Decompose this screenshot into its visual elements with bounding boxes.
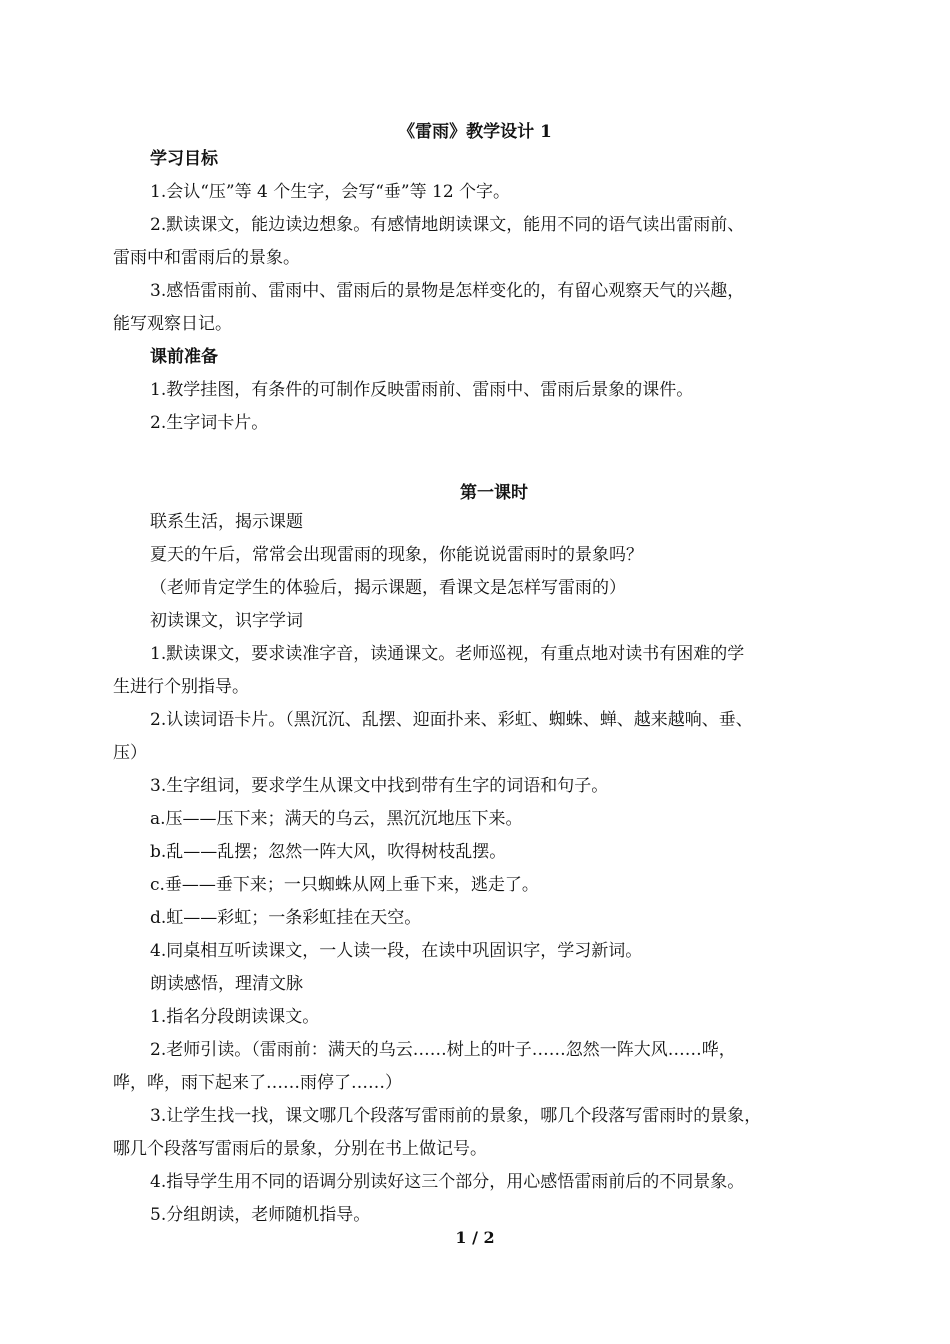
section-1-paragraph-2: （老师肯定学生的体验后，揭示课题，看课文是怎样写雷雨的）: [150, 578, 626, 598]
section-3-heading: 朗读感悟，理清文脉: [150, 974, 303, 994]
page-number: 1 / 2: [455, 1228, 495, 1247]
section-3-item-5: 5.分组朗读，老师随机指导。: [150, 1205, 371, 1225]
preparation-2: 2.生字词卡片。: [150, 413, 269, 433]
section-2-item-1-line-1: 1.默读课文，要求读准字音，读通课文。老师巡视，有重点地对读书有困难的学: [150, 644, 745, 664]
section-1-paragraph-1: 夏天的午后，常常会出现雷雨的现象，你能说说雷雨时的景象吗？: [150, 545, 643, 565]
objective-1: 1.会认“压”等 4 个生字，会写“垂”等 12 个字。: [150, 182, 511, 202]
section-2-item-3: 3.生字组词，要求学生从课文中找到带有生字的词语和句子。: [150, 776, 609, 796]
preparation-1: 1.教学挂图，有条件的可制作反映雷雨前、雷雨中、雷雨后景象的课件。: [150, 380, 694, 400]
section-3-item-2-line-1: 2.老师引读。（雷雨前：满天的乌云……树上的叶子……忽然一阵大风……哗，: [150, 1040, 736, 1060]
objective-2-line-1: 2.默读课文，能边读边想象。有感情地朗读课文，能用不同的语气读出雷雨前、: [150, 215, 745, 235]
section-2-item-2-line-2: 压）: [113, 743, 147, 763]
preparation-heading: 课前准备: [150, 347, 218, 367]
section-1-heading: 联系生活，揭示课题: [150, 512, 303, 532]
objectives-heading: 学习目标: [150, 149, 218, 169]
section-2-heading: 初读课文，识字学词: [150, 611, 303, 631]
objective-3-line-1: 3.感悟雷雨前、雷雨中、雷雨后的景物是怎样变化的，有留心观察天气的兴趣，: [150, 281, 745, 301]
section-2-word-b: b.乱——乱摆；忽然一阵大风，吹得树枝乱摆。: [150, 842, 507, 862]
section-2-item-1-line-2: 生进行个别指导。: [113, 677, 249, 697]
section-3-item-4: 4.指导学生用不同的语调分别读好这三个部分，用心感悟雷雨前后的不同景象。: [150, 1172, 745, 1192]
section-2-word-c: c.垂——垂下来；一只蜘蛛从网上垂下来，逃走了。: [150, 875, 539, 895]
section-2-item-2-line-1: 2.认读词语卡片。（黑沉沉、乱摆、迎面扑来、彩虹、蜘蛛、蝉、越来越响、垂、: [150, 710, 753, 730]
objective-2-line-2: 雷雨中和雷雨后的景象。: [113, 248, 300, 268]
section-2-item-4: 4.同桌相互听读课文，一人读一段，在读中巩固识字，学习新词。: [150, 941, 643, 961]
lesson-title: 第一课时: [460, 483, 528, 503]
section-2-word-d: d.虹——彩虹；一条彩虹挂在天空。: [150, 908, 422, 928]
objective-3-line-2: 能写观察日记。: [113, 314, 232, 334]
section-3-item-3-line-1: 3.让学生找一找，课文哪几个段落写雷雨前的景象，哪几个段落写雷雨时的景象，: [150, 1106, 762, 1126]
section-3-item-1: 1.指名分段朗读课文。: [150, 1007, 320, 1027]
document-title: 《雷雨》教学设计 1: [398, 122, 552, 142]
section-3-item-2-line-2: 哗，哗，雨下起来了……雨停了……）: [113, 1073, 402, 1093]
section-2-word-a: a.压——压下来；满天的乌云，黑沉沉地压下来。: [150, 809, 523, 829]
section-3-item-3-line-2: 哪几个段落写雷雨后的景象，分别在书上做记号。: [113, 1139, 487, 1159]
